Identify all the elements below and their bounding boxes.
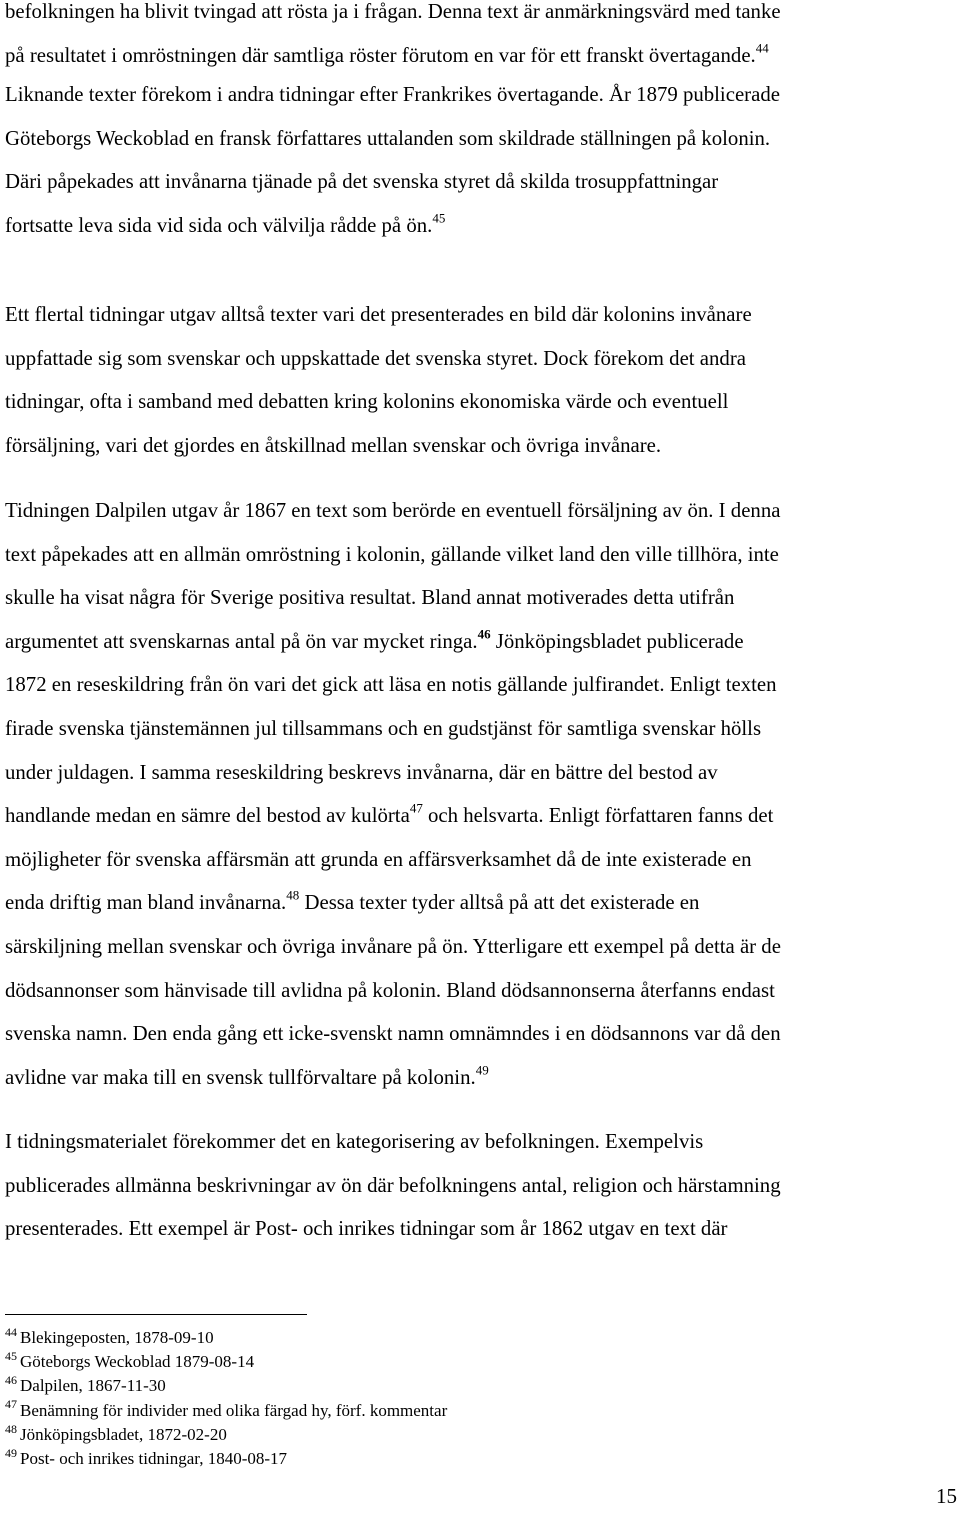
text-line xyxy=(5,204,953,248)
text-line: uppfattade sig som svenskar och uppskattade det svenska styret. Dock förekom det andra xyxy=(5,346,746,370)
footnote-text: Göteborgs Weckoblad 1879-08-14 xyxy=(20,1352,255,1372)
text-line: tidningar, ofta i samband med debatten kring kolonins ekonomiska värde och eventuell xyxy=(5,390,729,414)
paragraph-4 xyxy=(5,489,953,1099)
footnote-item xyxy=(5,1374,447,1398)
footnote-item xyxy=(5,1399,447,1423)
text-line xyxy=(5,620,953,664)
footnote-ref-45[interactable]: 45 xyxy=(432,210,446,226)
footnote-number: 49 xyxy=(5,1445,17,1460)
footnote-ref-46[interactable]: 46 xyxy=(477,626,491,642)
footnote-separator xyxy=(5,1314,307,1315)
footnote-number: 48 xyxy=(5,1421,17,1436)
paragraph-5 xyxy=(5,1120,953,1251)
text-line: svenska namn. Den enda gång ett icke-svenskt namn omnämndes i en dödsannons var då den xyxy=(5,1022,781,1046)
text-line: Däri påpekades att invånarna tjänade på det svenska styret då skilda trosuppfattningar xyxy=(5,170,719,194)
footnote-ref-49[interactable]: 49 xyxy=(475,1061,489,1077)
text-line-content: enda driftig man bland invånarna. xyxy=(5,891,287,915)
page-number: 15 xyxy=(936,1484,957,1508)
text-line: Ett flertal tidningar utgav alltså texter vari det presenterades en bild där kolonins invånare xyxy=(5,303,752,326)
text-line xyxy=(5,881,953,925)
paragraph-1 xyxy=(5,0,953,77)
footnote-ref-44[interactable]: 44 xyxy=(755,39,769,55)
text-line-content: Jönköpingsbladet publicerade xyxy=(490,629,744,653)
text-line: presenterades. Ett exempel är Post- och inrikes tidningar som år 1862 utgav en text där xyxy=(5,1217,728,1241)
text-line: befolkningen ha blivit tvingad att rösta ja i frågan. Denna text är anmärkningsvärd med tanke xyxy=(5,0,781,23)
footnote-item xyxy=(5,1350,447,1374)
paragraph-2 xyxy=(5,73,953,247)
text-line: under juldagen. I samma reseskildring beskrevs invånarna, där en bättre del bestod av xyxy=(5,760,718,784)
text-line-content: Dessa texter tyder alltså på att det existerade en xyxy=(299,891,700,915)
text-line: 1872 en reseskildring från ön vari det gick att läsa en notis gällande julfirandet. Enligt texten xyxy=(5,673,777,697)
footnotes-list xyxy=(5,1326,447,1471)
footnote-number: 44 xyxy=(5,1324,17,1339)
text-line-content: handlande medan en sämre del bestod av kulörta xyxy=(5,804,410,828)
footnote-item xyxy=(5,1423,447,1447)
text-line xyxy=(5,34,953,78)
footnote-item xyxy=(5,1447,447,1471)
text-line: text påpekades att en allmän omröstning i kolonin, gällande vilket land den ville tillhöra, inte xyxy=(5,542,779,566)
text-line: särskiljning mellan svenskar och övriga invånare på ön. Ytterligare ett exempel på detta är de xyxy=(5,934,781,958)
text-line: dödsannonser som hänvisade till avlidna på kolonin. Bland dödsannonserna återfanns endast xyxy=(5,978,775,1002)
text-line: försäljning, vari det gjordes en åtskillnad mellan svenskar och övriga invånare. xyxy=(5,433,662,457)
text-line: Liknande texter förekom i andra tidningar efter Frankrikes övertagande. År 1879 publicerade xyxy=(5,83,780,106)
text-line: Göteborgs Weckoblad en fransk författares uttalanden som skildrade ställningen på kolonin. xyxy=(5,126,771,150)
footnote-number: 46 xyxy=(5,1373,17,1388)
footnote-ref-48[interactable]: 48 xyxy=(286,887,300,903)
text-line: möjligheter för svenska affärsmän att grunda en affärsverksamhet då de inte existerade en xyxy=(5,847,752,871)
footnote-text: Dalpilen, 1867-11-30 xyxy=(20,1376,166,1396)
footnote-item xyxy=(5,1326,447,1350)
footnote-text: Post- och inrikes tidningar, 1840-08-17 xyxy=(20,1449,288,1469)
text-line-content: argumentet att svenskarnas antal på ön var mycket ringa. xyxy=(5,629,478,653)
text-line: publicerades allmänna beskrivningar av ön där befolkningens antal, religion och härstamning xyxy=(5,1173,781,1197)
footnote-text: Blekingeposten, 1878-09-10 xyxy=(20,1328,214,1347)
footnote-text: Benämning för individer med olika färgad hy, förf. kommentar xyxy=(20,1400,448,1420)
text-line-content: fortsatte leva sida vid sida och välvilja rådde på ön. xyxy=(5,213,433,237)
footnote-ref-47[interactable]: 47 xyxy=(409,800,423,816)
text-line xyxy=(5,1056,953,1100)
text-line-content: på resultatet i omröstningen där samtliga röster förutom en var för ett franskt övertagande. xyxy=(5,43,756,67)
text-line xyxy=(5,794,953,838)
text-line-content: avlidne var maka till en svensk tullförvaltare på kolonin. xyxy=(5,1065,476,1089)
text-line-content: och helsvarta. Enligt författaren fanns det xyxy=(422,804,774,828)
text-line: skulle ha visat några för Sverige positiva resultat. Bland annat motiverades detta utifrån xyxy=(5,586,735,610)
text-line: firade svenska tjänstemännen jul tillsammans och en gudstjänst för samtliga svenskar hölls xyxy=(5,716,762,740)
paragraph-3 xyxy=(5,293,953,467)
text-line: Tidningen Dalpilen utgav år 1867 en text som berörde en eventuell försäljning av ön. I denna xyxy=(5,499,781,522)
footnote-number: 47 xyxy=(5,1397,17,1412)
footnote-text: Jönköpingsbladet, 1872-02-20 xyxy=(20,1424,227,1444)
footnote-number: 45 xyxy=(5,1349,17,1364)
text-line: I tidningsmaterialet förekommer det en kategorisering av befolkningen. Exempelvis xyxy=(5,1130,704,1153)
